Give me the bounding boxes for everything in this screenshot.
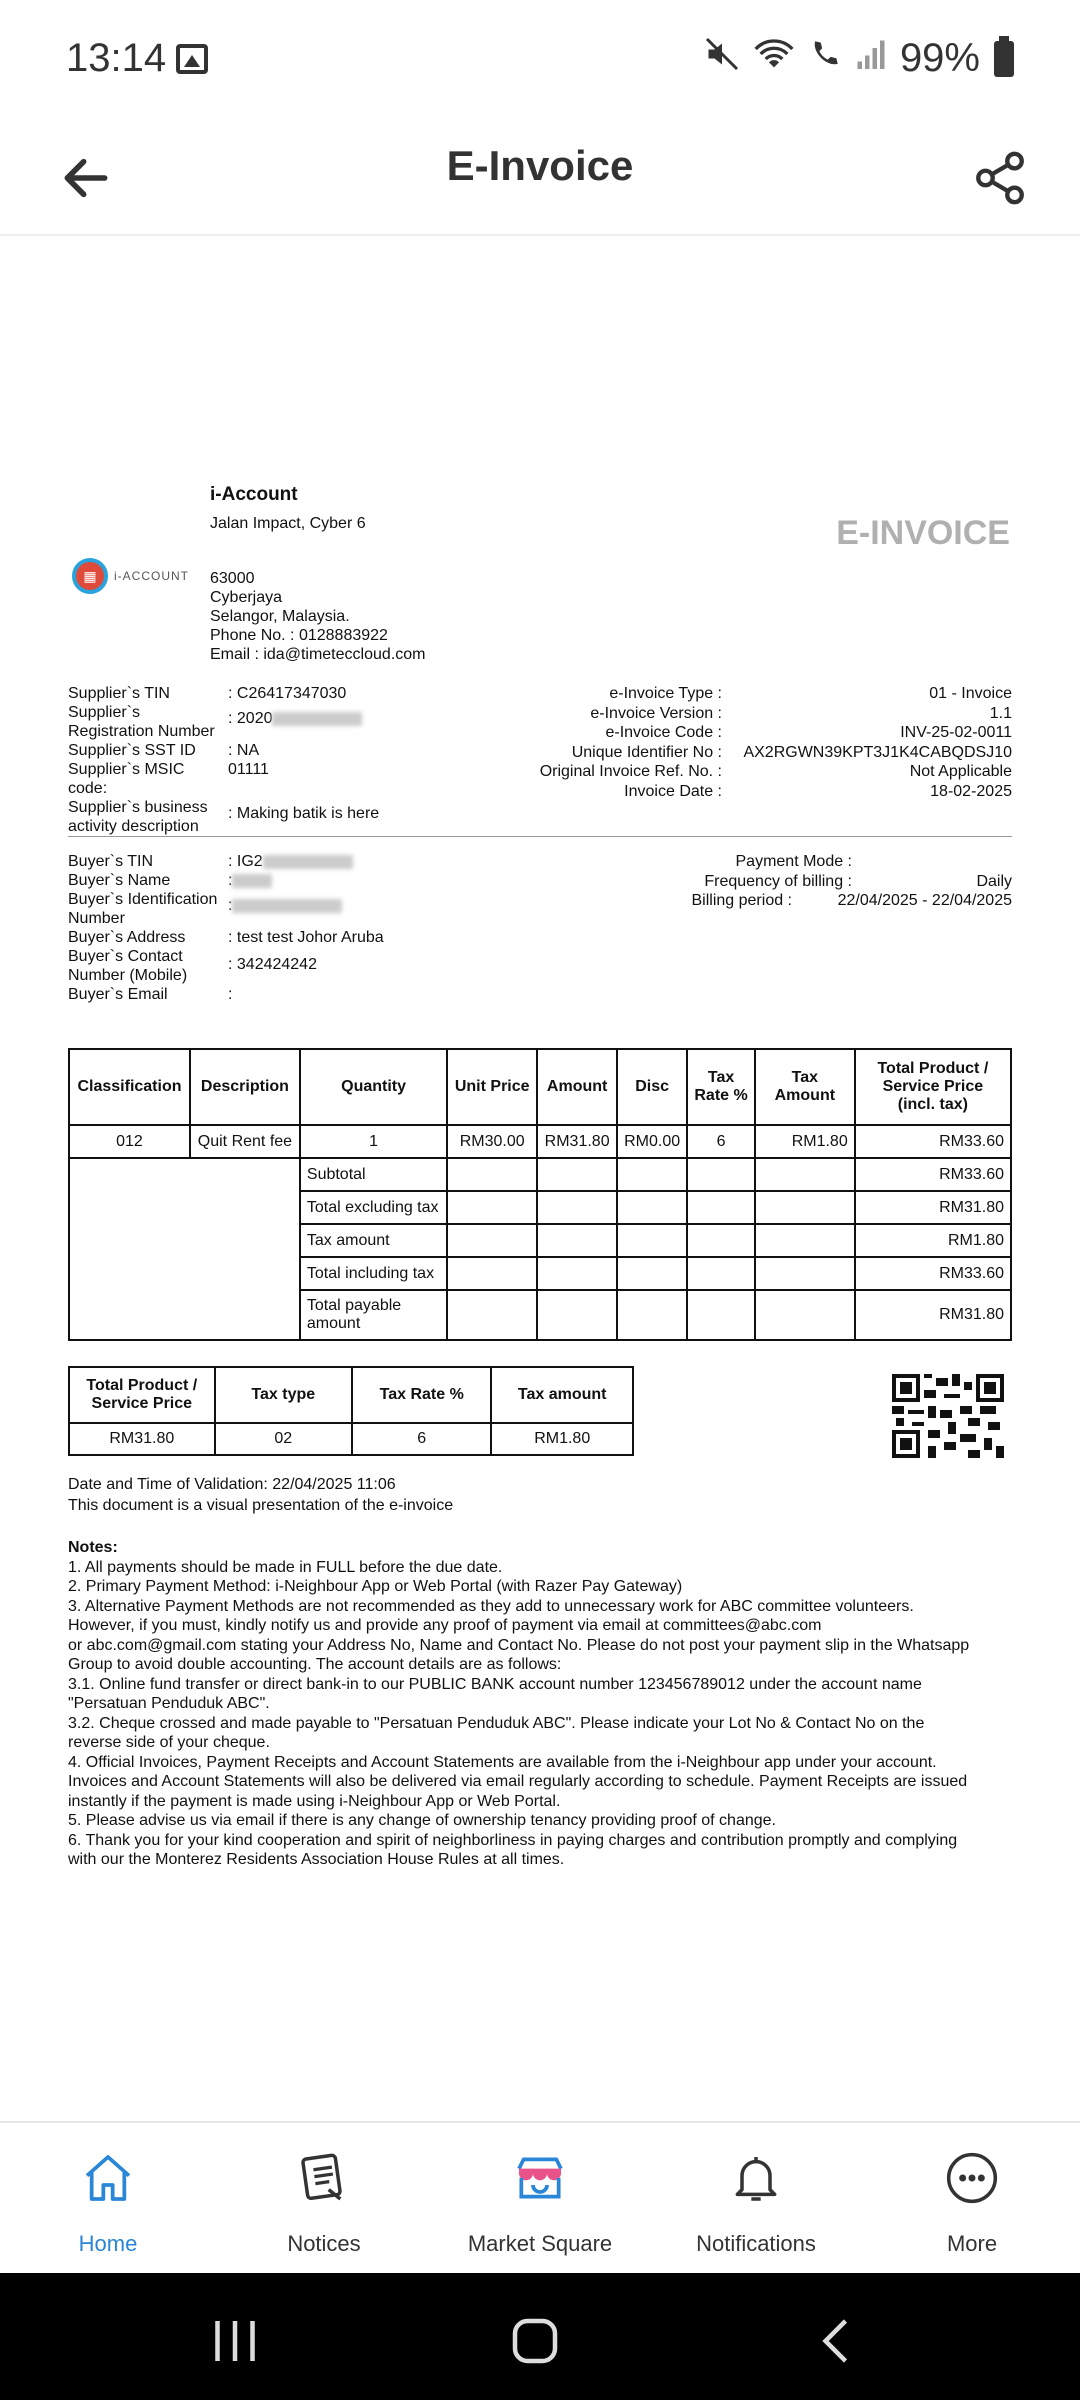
cell-tax-rate: 6 <box>687 1125 755 1158</box>
field-value: 22/04/2025 - 22/04/2025 <box>837 892 1012 909</box>
nav-home[interactable] <box>0 2123 216 2273</box>
table-row <box>69 1125 1011 1158</box>
cell-tax-type: 02 <box>215 1423 352 1455</box>
summary-value: RM31.80 <box>855 1290 1011 1340</box>
note-line: 1. All payments should be made in FULL before the due date. <box>68 1558 503 1576</box>
note-line: reverse side of your cheque. <box>68 1734 270 1751</box>
company-name: i-Account <box>210 484 298 505</box>
items-table <box>68 1048 1012 1341</box>
column-header: Total Product / Service Price (incl. tax) <box>855 1049 1011 1125</box>
billing-info <box>592 852 1012 911</box>
field-value: : NA <box>228 742 260 759</box>
visual-presentation-note: This document is a visual presentation of the e-invoice <box>68 1497 454 1514</box>
field-label: Supplier`s TIN <box>68 685 170 702</box>
column-header: Tax Rate % <box>352 1367 491 1423</box>
invoice-meta <box>492 684 1012 801</box>
company-phone: Phone No. : 0128883922 <box>210 627 388 644</box>
summary-label: Total excluding tax <box>300 1191 447 1224</box>
nav-notifications[interactable] <box>648 2123 864 2273</box>
cell-amount: RM31.80 <box>537 1125 617 1158</box>
home-system-button[interactable] <box>505 2311 565 2371</box>
cell-quantity: 1 <box>300 1125 447 1158</box>
column-header: Tax Rate % <box>687 1049 755 1125</box>
field-value <box>852 852 1012 872</box>
company-logo <box>72 558 189 594</box>
status-right <box>704 36 1014 81</box>
note-line: with our the Monterez Residents Association House Rules at all times. <box>68 1851 565 1868</box>
wifi-icon <box>754 36 794 81</box>
field-value: : <box>228 986 233 1003</box>
qr-code-icon <box>892 1374 1004 1458</box>
logo-text: i-ACCOUNT <box>114 569 189 583</box>
note-line: 6. Thank you for your kind cooperation and spirit of neighborliness in paying charges and contribution promptly and complying <box>68 1831 958 1849</box>
nav-label: Home <box>78 2231 138 2256</box>
field-value: 18-02-2025 <box>930 782 1012 800</box>
status-bar <box>0 0 1080 120</box>
nav-label: Notices <box>287 2231 361 2256</box>
field-value: AX2RGWN39KPT3J1K4CABQDSJ10 <box>743 743 1012 761</box>
note-line: 5. Please advise us via email if there is any change of ownership tenancy providing proof of change. <box>68 1812 776 1829</box>
field-label: Invoice Date : <box>624 782 722 800</box>
summary-spacer <box>69 1158 300 1340</box>
note-line: 3.2. Cheque crossed and made payable to "Persatuan Penduduk ABC". Please indicate your Lot No & Contact No on the <box>68 1714 925 1732</box>
nav-label: Notifications <box>696 2231 816 2256</box>
status-time: 13:14 <box>66 36 167 80</box>
cell-total-price: RM31.80 <box>69 1423 215 1455</box>
column-header: Total Product / Service Price <box>69 1367 215 1423</box>
mute-icon <box>704 36 740 81</box>
field-value: : <box>228 897 233 914</box>
gallery-notification-icon <box>176 44 208 74</box>
summary-label: Subtotal <box>300 1158 447 1191</box>
signal-icon <box>856 37 886 80</box>
redacted-value <box>232 874 272 888</box>
notes-section <box>68 1538 1012 1870</box>
cell-total: RM33.60 <box>855 1125 1011 1158</box>
note-line: 3.1. Online fund transfer or direct bank-in to our PUBLIC BANK account number 123456789012 under the account name <box>68 1675 922 1693</box>
address-line: Jalan Impact, Cyber 6 <box>210 515 366 532</box>
field-label: Buyer`s Name <box>68 872 171 889</box>
summary-value: RM33.60 <box>855 1257 1011 1290</box>
field-label: Unique Identifier No : <box>571 743 722 761</box>
redacted-value <box>272 712 362 726</box>
column-header: Description <box>190 1049 300 1125</box>
field-label: Buyer`s Address <box>68 929 186 946</box>
field-value: : Making batik is here <box>228 805 380 822</box>
app-bar <box>0 120 1080 236</box>
redacted-value <box>263 855 353 869</box>
field-label: Payment Mode : <box>735 853 852 870</box>
column-header: Tax amount <box>491 1367 633 1423</box>
cell-tax-amount: RM1.80 <box>755 1125 855 1158</box>
company-block <box>210 484 425 664</box>
table-row <box>69 1423 633 1455</box>
validation-datetime: Date and Time of Validation: 22/04/2025 11:06 <box>68 1476 396 1493</box>
summary-label: Total payable amount <box>300 1290 447 1340</box>
cell-tax-rate: 6 <box>352 1423 491 1455</box>
einvoice-heading: E-INVOICE <box>836 514 1010 552</box>
battery-icon <box>994 41 1014 77</box>
cell-description: Quit Rent fee <box>190 1125 300 1158</box>
share-icon <box>971 149 1029 207</box>
nav-label: More <box>946 2231 998 2256</box>
nav-more[interactable] <box>864 2123 1080 2273</box>
note-line: or abc.com@gmail.com stating your Address No, Name and Contact No. Please do not post your payment slip in the Whatsapp <box>68 1636 970 1654</box>
cell-classification: 012 <box>69 1125 190 1158</box>
field-value: : 2020 <box>228 710 273 727</box>
notes-title: Notes: <box>68 1539 118 1556</box>
tax-table <box>68 1366 634 1456</box>
field-label: Buyer`s Email <box>68 986 168 1003</box>
company-email: Email : ida@timeteccloud.com <box>210 646 426 663</box>
field-label: e-Invoice Version : <box>590 704 722 722</box>
field-label: Supplier`s business activity description <box>68 799 208 835</box>
note-line: Group to avoid double accounting. The account details are as follows: <box>68 1656 562 1673</box>
field-value: : test test Johor Aruba <box>228 929 384 946</box>
bottom-nav <box>0 2121 1080 2273</box>
field-label: e-Invoice Type : <box>609 685 722 702</box>
column-header: Tax type <box>215 1367 352 1423</box>
validation-info <box>68 1474 453 1516</box>
address-line: Selangor, Malaysia. <box>210 608 350 625</box>
summary-label: Total including tax <box>300 1257 447 1290</box>
cell-unit-price: RM30.00 <box>447 1125 537 1158</box>
table-header-row <box>69 1367 633 1423</box>
recent-apps-button[interactable] <box>205 2311 265 2371</box>
system-nav-bar <box>0 2273 1080 2400</box>
invoice-document[interactable] <box>0 236 1080 2121</box>
summary-value: RM1.80 <box>855 1224 1011 1257</box>
field-label: Original Invoice Ref. No. : <box>539 763 722 780</box>
battery-percent: 99% <box>899 36 980 80</box>
note-line: 4. Official Invoices, Payment Receipts and Account Statements are available from the i-Neighbour app under your account. <box>68 1753 937 1771</box>
field-value: Not Applicable <box>909 763 1012 780</box>
nav-notices[interactable] <box>216 2123 432 2273</box>
field-value: 01111 <box>228 761 269 778</box>
column-header: Unit Price <box>447 1049 537 1125</box>
notices-icon <box>295 2149 353 2207</box>
address-line: Cyberjaya <box>210 589 283 606</box>
summary-label: Tax amount <box>300 1224 447 1257</box>
logo-mark-icon: ▦ <box>72 558 108 594</box>
field-value: : C26417347030 <box>228 685 347 702</box>
address-line: 63000 <box>210 570 255 587</box>
note-line: instantly if the payment is made using i-Neighbour App or Web Portal. <box>68 1792 561 1810</box>
nav-market-square[interactable] <box>432 2123 648 2273</box>
table-header-row <box>69 1049 1011 1125</box>
summary-row <box>69 1158 1011 1191</box>
note-line: 2. Primary Payment Method: i-Neighbour App or Web Portal (with Razer Pay Gateway) <box>68 1578 683 1595</box>
summary-value: RM31.80 <box>855 1191 1011 1224</box>
field-label: Supplier`s Registration Number <box>68 704 215 740</box>
more-icon <box>943 2149 1001 2207</box>
field-label: Billing period : <box>691 892 792 909</box>
column-header: Quantity <box>300 1049 447 1125</box>
page-title: E-Invoice <box>446 142 634 189</box>
buyer-info <box>68 852 528 1004</box>
field-label: Buyer`s TIN <box>68 853 154 870</box>
field-value: 01 - Invoice <box>929 685 1012 702</box>
field-value: : <box>228 872 233 889</box>
field-value: : IG2 <box>228 853 263 870</box>
cell-disc: RM0.00 <box>617 1125 687 1158</box>
field-label: Buyer`s Identification Number <box>68 891 218 927</box>
bell-icon <box>727 2149 785 2207</box>
summary-value: RM33.60 <box>855 1158 1011 1191</box>
redacted-value <box>232 899 342 913</box>
market-icon <box>511 2149 569 2207</box>
field-label: Supplier`s MSIC code: <box>68 761 185 797</box>
field-label: e-Invoice Code : <box>605 724 722 741</box>
column-header: Disc <box>617 1049 687 1125</box>
note-line: However, if you must, kindly notify us and provide any proof of payment via email at committees@abc.com <box>68 1617 822 1634</box>
nav-label: Market Square <box>467 2231 613 2256</box>
note-line: 3. Alternative Payment Methods are not recommended as they add to unnecessary work for ABC committee volunteers. <box>68 1597 914 1615</box>
field-value: INV-25-02-0011 <box>900 724 1012 741</box>
note-line: Invoices and Account Statements will also be delivered via email regularly according to schedule. Payment Receipts are issued <box>68 1773 968 1790</box>
supplier-info <box>68 684 528 836</box>
share-button[interactable] <box>950 128 1050 228</box>
home-icon <box>79 2149 137 2207</box>
field-label: Frequency of billing : <box>704 872 852 890</box>
column-header: Amount <box>537 1049 617 1125</box>
field-value: 1.1 <box>989 704 1012 722</box>
column-header: Classification <box>69 1049 190 1125</box>
cell-tax-amount: RM1.80 <box>491 1423 633 1455</box>
back-system-button[interactable] <box>808 2311 868 2371</box>
field-value: : 342424242 <box>228 956 317 973</box>
wifi-call-icon <box>808 37 842 80</box>
note-line: "Persatuan Penduduk ABC". <box>68 1695 270 1712</box>
section-divider <box>68 836 1012 837</box>
field-value: Daily <box>976 872 1012 890</box>
field-label: Supplier`s SST ID <box>68 742 196 759</box>
field-label: Buyer`s Contact Number (Mobile) <box>68 948 188 984</box>
column-header: Tax Amount <box>755 1049 855 1125</box>
